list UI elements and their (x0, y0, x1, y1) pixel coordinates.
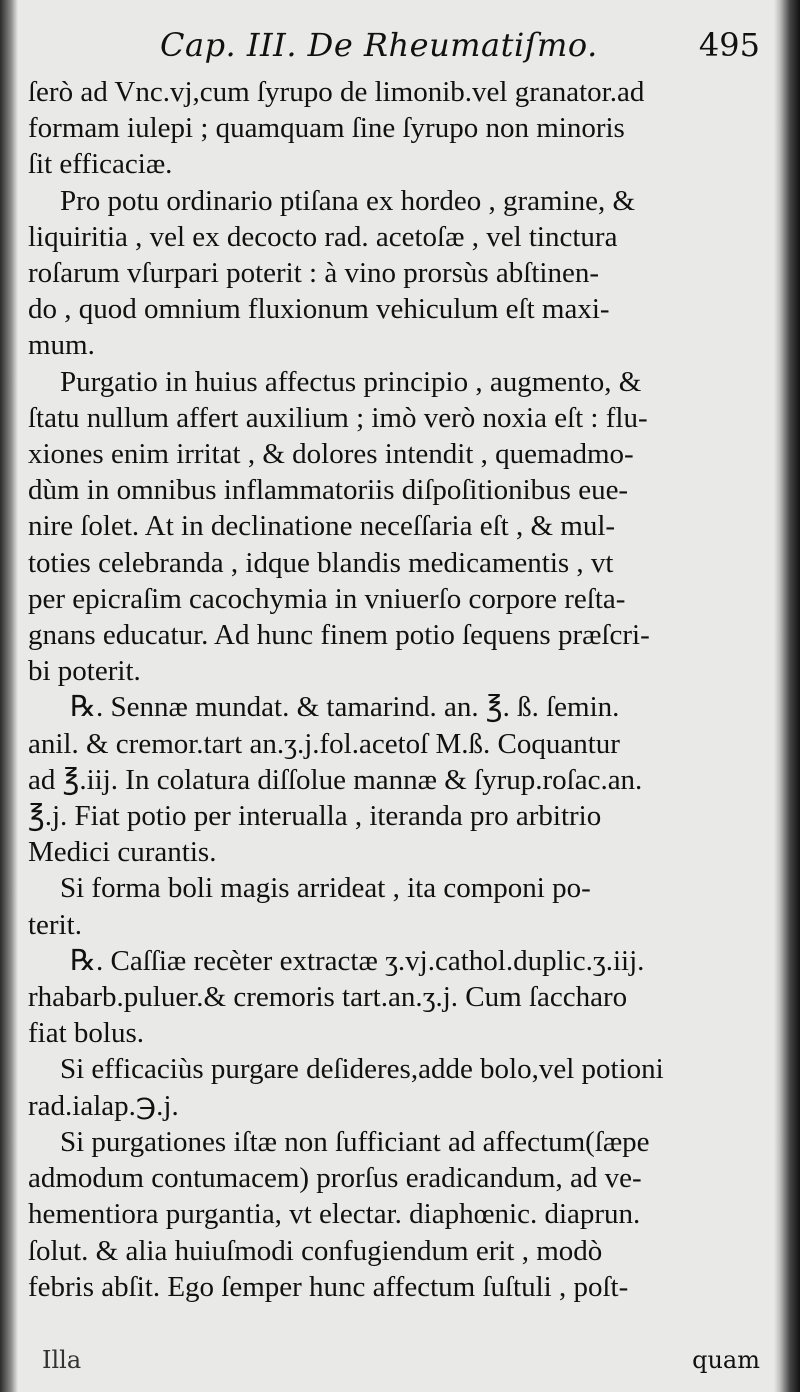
body-text (28, 74, 768, 1305)
text-line: rad.ialap.℈.j. (28, 1089, 179, 1122)
paragraph-start-line: Purgatio in huius affectus principio , augmento, & (60, 365, 642, 398)
paragraph-start-line: Pro potu ordinario ptiſana ex hordeo , gramine, & (60, 184, 636, 217)
recipe-line: ℞. Sennæ mundat. & tamarind. an. ℥. ß. ſemin. (70, 691, 620, 724)
text-line: terit. (28, 908, 82, 941)
text-line: admodum contumacem) prorſus eradicandum, ad ve- (28, 1162, 642, 1195)
page-number: 495 (698, 26, 760, 64)
text-line: anil. & cremor.tart an.ʒ.j.fol.acetoſ M.ß. Coquantur (28, 727, 620, 760)
text-line: ſolut. & alia huiuſmodi confugiendum erit , modò (28, 1234, 603, 1267)
text-line: per epicraſim cacochymia in vniuerſo corpore reſta- (28, 582, 626, 615)
text-line: ſerò ad Vnc.vj,cum ſyrupo de limonib.vel granator.ad (28, 76, 645, 108)
text-line: bi poterit. (28, 655, 141, 688)
text-line: dùm in omnibus inflammatoriis diſpoſitionibus eue- (28, 474, 629, 507)
text-line: xiones enim irritat , & dolores intendit , quemadmo- (28, 438, 634, 471)
page-header (150, 22, 760, 68)
text-line: ſtatu nullum affert auxilium ; imò verò noxia eſt : flu- (28, 401, 648, 434)
text-line: ℥.j. Fiat potio per interualla , iteranda pro arbitrio (28, 800, 602, 833)
text-line: fiat bolus. (28, 1017, 144, 1050)
text-line: formam iulepi ; quamquam ſine ſyrupo non minoris (28, 112, 625, 145)
text-line: mum. (28, 329, 95, 362)
text-line: febris abſit. Ego ſemper hunc affectum ſuſtuli , poſt- (28, 1270, 629, 1303)
text-line: toties celebranda , idque blandis medicamentis , vt (28, 546, 614, 579)
paragraph-start-line: Si purgationes iſtæ non ſufficiant ad affectum(ſæpe (60, 1125, 650, 1158)
text-line: rhabarb.puluer.& cremoris tart.an.ʒ.j. Cum ſaccharo (28, 981, 628, 1014)
text-line: nire ſolet. At in declinatione neceſſaria eſt , & mul- (28, 510, 616, 543)
recipe-line: ℞. Caſſiæ recèter extractæ ʒ.vj.cathol.duplic.ʒ.iij. (70, 944, 645, 977)
text-line: ad ℥.iij. In colatura diſſolue mannæ & ſyrup.roſac.an. (28, 763, 643, 796)
signature-mark: Illa (42, 1346, 82, 1374)
text-line: gnans educatur. Ad hunc finem potio ſequens præſcri- (28, 619, 650, 652)
paragraph-start-line: Si forma boli magis arrideat , ita componi po- (60, 872, 591, 905)
text-line: Medici curantis. (28, 836, 217, 869)
text-line: do , quod omnium fluxionum vehiculum eſt maxi- (28, 293, 610, 326)
text-line: hementiora purgantia, vt electar. diaphœnic. diaprun. (28, 1198, 641, 1231)
paragraph-start-line: Si efficaciùs purgare deſideres,adde bolo,vel potioni (60, 1053, 664, 1086)
text-line: liquiritia , vel ex decocto rad. acetoſæ , vel tinctura (28, 220, 618, 253)
page-gutter-shadow (0, 0, 18, 1392)
catchword: quam (692, 1346, 760, 1374)
running-head: Cap. III. De Rheumatiſmo. (160, 26, 598, 64)
page-edge-shadow (774, 0, 800, 1392)
text-line: ſit efficaciæ. (28, 148, 173, 181)
text-line: roſarum vſurpari poterit : à vino prorsùs abſtinen- (28, 257, 599, 290)
